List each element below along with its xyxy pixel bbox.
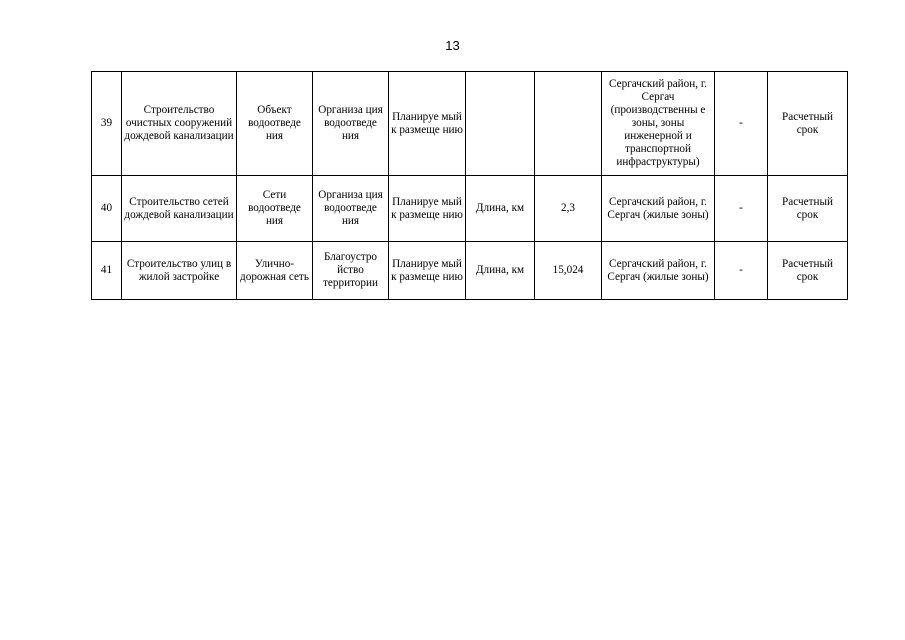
location-cell: Сергачский район, г. Сергач (жилые зоны) <box>602 242 715 300</box>
table-row <box>92 242 848 300</box>
row-number-cell: 39 <box>92 72 122 176</box>
zone-cell: - <box>715 242 768 300</box>
unit-cell: Длина, км <box>466 176 535 242</box>
purpose-cell: Организа ция водоотведе ния <box>313 72 389 176</box>
objects-table <box>91 71 848 300</box>
unit-cell <box>466 72 535 176</box>
page-number: 13 <box>445 38 460 53</box>
term-cell: Расчетный срок <box>768 242 848 300</box>
object-name-cell: Строительство сетей дождевой канализации <box>122 176 237 242</box>
purpose-cell: Благоустро йство территории <box>313 242 389 300</box>
term-cell: Расчетный срок <box>768 72 848 176</box>
location-cell: Сергачский район, г. Сергач (жилые зоны) <box>602 176 715 242</box>
value-cell <box>535 72 602 176</box>
purpose-cell: Организа ция водоотведе ния <box>313 176 389 242</box>
location-cell: Сергачский район, г. Сергач (производственны е зоны, зоны инженерной и транспортной инфраструктуры) <box>602 72 715 176</box>
object-type-cell: Объект водоотведе ния <box>237 72 313 176</box>
status-cell: Планируе мый к размеще нию <box>389 176 466 242</box>
zone-cell: - <box>715 72 768 176</box>
row-number-cell: 40 <box>92 176 122 242</box>
value-cell: 2,3 <box>535 176 602 242</box>
value-cell: 15,024 <box>535 242 602 300</box>
object-type-cell: Сети водоотведе ния <box>237 176 313 242</box>
object-type-cell: Улично-дорожная сеть <box>237 242 313 300</box>
unit-cell: Длина, км <box>466 242 535 300</box>
object-name-cell: Строительство улиц в жилой застройке <box>122 242 237 300</box>
status-cell: Планируе мый к размеще нию <box>389 72 466 176</box>
status-cell: Планируе мый к размеще нию <box>389 242 466 300</box>
table-row <box>92 176 848 242</box>
table-row <box>92 72 848 176</box>
zone-cell: - <box>715 176 768 242</box>
object-name-cell: Строительство очистных сооружений дождевой канализации <box>122 72 237 176</box>
row-number-cell: 41 <box>92 242 122 300</box>
term-cell: Расчетный срок <box>768 176 848 242</box>
